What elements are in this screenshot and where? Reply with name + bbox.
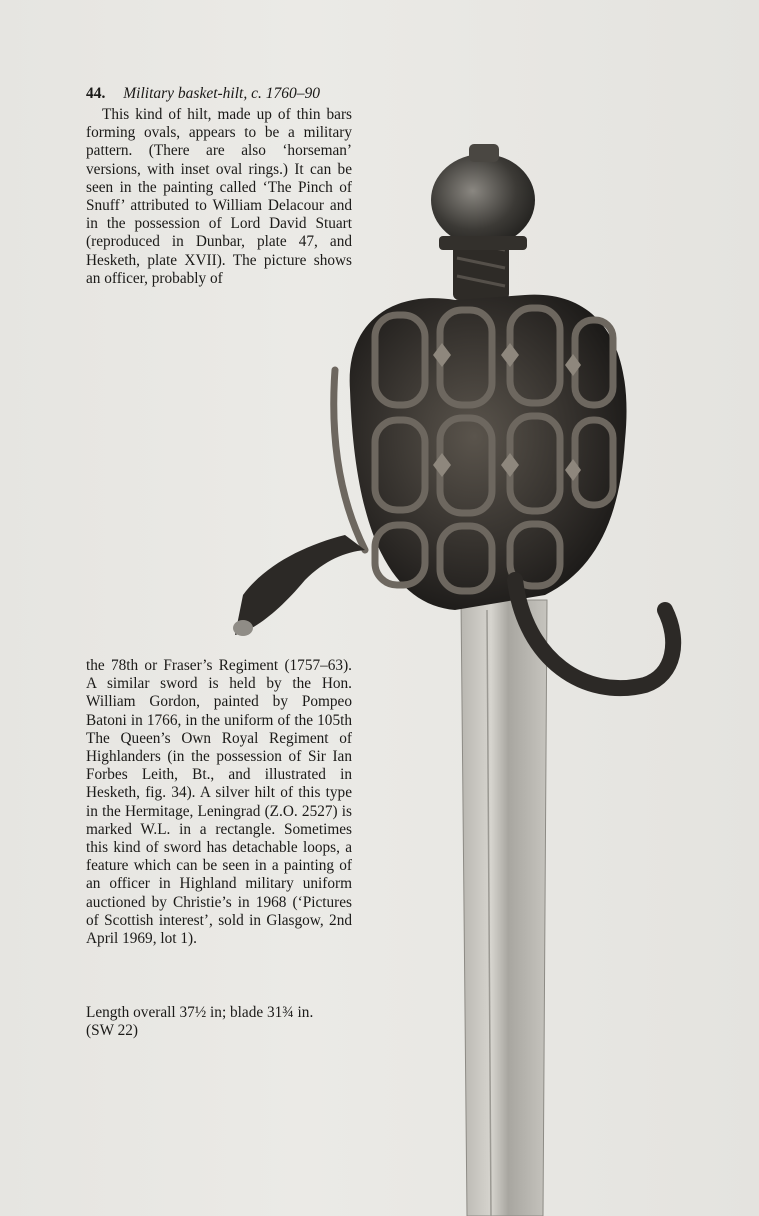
entry-number: 44. (86, 85, 106, 102)
entry-title: Military basket-hilt, c. 1760–90 (123, 85, 320, 102)
entry-heading (86, 84, 366, 104)
description-bottom (86, 657, 352, 948)
measurements-block (86, 1004, 356, 1040)
measurements-text: Length overall 37½ in; blade 31¾ in. (86, 1004, 314, 1021)
reference-code: (SW 22) (86, 1022, 138, 1040)
description-top-text: This kind of hilt, made up of thin bars forming ovals, appears to be a military pattern. (There are also ‘horseman’ versions, with inset oval rings.) It can be seen in the painting called ‘The Pinch of Snuff’ attributed to William Delacour and in the possession of Lord David Stuart (reproduced in Dunbar, plate 47, and Hesketh, plate XVII). The picture shows an officer, probably of (86, 106, 352, 287)
description-bottom-text: the 78th or Fraser’s Regiment (1757–63). A similar sword is held by the Hon. William Gordon, painted by Pompeo Batoni in 1766, in the uniform of the 105th The Queen’s Own Royal Regiment of Highlanders (in the possession of Sir Ian Forbes Leith, Bt., and illustrated in Hesketh, fig. 34). A silver hilt of this type in the Hermitage, Leningrad (Z.O. 2527) is marked W.L. in a rectangle. Sometimes this kind of sword has detachable loops, a feature which can be seen in a painting of an officer in Highland military uniform auctioned by Christie’s in 1968 (‘Pictures of Scottish interest’, sold in Glasgow, 2nd April 1969, lot 1). (86, 657, 352, 948)
